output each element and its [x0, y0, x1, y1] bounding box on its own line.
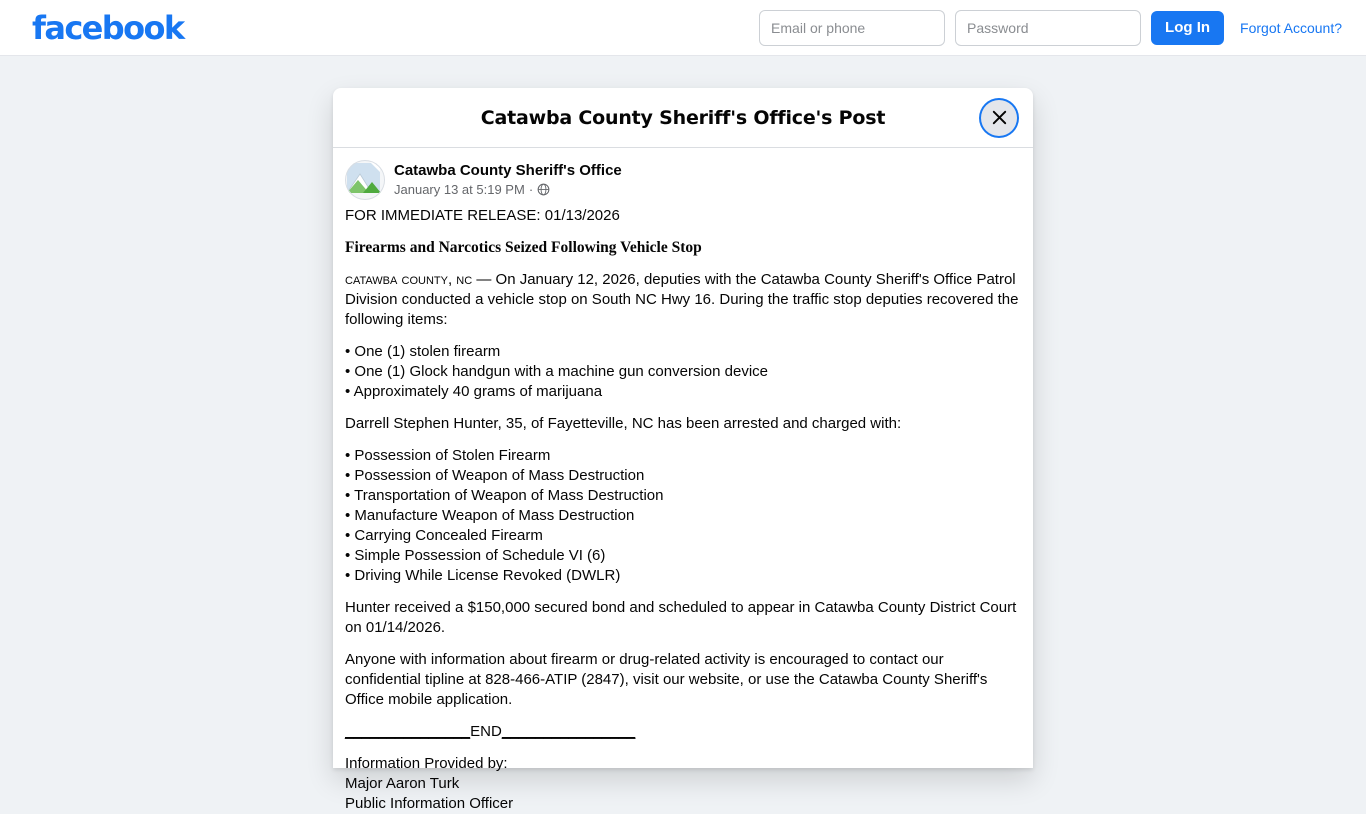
dateline-location: catawba county, nc: [345, 271, 473, 288]
dialog-header: [333, 88, 1033, 148]
image-placeholder-icon: [345, 160, 385, 200]
charge-intro: Darrell Stephen Hunter, 35, of Fayetteville, NC has been arrested and charged with:: [345, 415, 902, 432]
list-item: • Driving While License Revoked (DWLR): [345, 566, 1021, 586]
end-divider-word: END: [470, 723, 502, 740]
dialog-title: Catawba County Sheriff's Office's Post: [480, 106, 886, 129]
top-login-bar: [0, 0, 1366, 56]
list-item: • Possession of Stolen Firearm: [345, 446, 1021, 466]
post-timestamp[interactable]: January 13 at 5:19 PM: [394, 182, 525, 197]
info-provider-name: Major Aaron Turk: [345, 775, 460, 792]
list-item: • Simple Possession of Schedule VI (6): [345, 546, 1021, 566]
post-author-name[interactable]: Catawba County Sheriff's Office: [394, 162, 622, 179]
post-dialog: [333, 88, 1033, 812]
avatar[interactable]: [345, 160, 385, 200]
log-in-button[interactable]: Log In: [1151, 11, 1224, 45]
list-item: • Possession of Weapon of Mass Destruction: [345, 466, 1021, 486]
list-item: • Carrying Concealed Firearm: [345, 526, 1021, 546]
list-item: • Manufacture Weapon of Mass Destruction: [345, 506, 1021, 526]
tipline-paragraph: Anyone with information about firearm or drug-related activity is encouraged to contact our confidential tipline at 828-466-ATIP (2847), visit our website, or use the Catawba County Sheriff's Office mobile application.: [345, 651, 988, 708]
bond-paragraph: Hunter received a $150,000 secured bond and scheduled to appear in Catawba County District Court on 01/14/2026.: [345, 599, 1017, 636]
list-item: • One (1) stolen firearm: [345, 342, 1021, 362]
facebook-logo[interactable]: facebook: [32, 8, 184, 47]
info-provided-label: Information Provided by:: [345, 755, 508, 772]
release-line: FOR IMMEDIATE RELEASE: 01/13/2026: [345, 207, 620, 224]
globe-icon[interactable]: [537, 183, 550, 196]
end-divider-left: _______________: [345, 723, 471, 740]
end-divider: [345, 722, 1021, 742]
dateline-paragraph: [345, 270, 1021, 330]
dialog-body: [333, 148, 1033, 814]
post-submeta: [394, 181, 622, 198]
list-item: • Approximately 40 grams of marijuana: [345, 382, 1021, 402]
close-icon: [991, 109, 1008, 126]
post-meta: [394, 160, 622, 198]
close-button[interactable]: [981, 100, 1017, 136]
meta-separator: ·: [528, 182, 534, 197]
post-body-text: [333, 206, 1033, 814]
list-item: • Transportation of Weapon of Mass Destruction: [345, 486, 1021, 506]
login-controls: [759, 10, 1342, 46]
password-input[interactable]: [955, 10, 1141, 46]
charges-list: [345, 446, 1021, 586]
post-header: [333, 160, 1033, 206]
page-backdrop: [0, 56, 1366, 812]
forgot-account-link[interactable]: Forgot Account?: [1240, 19, 1342, 36]
signature-block: [345, 754, 1021, 814]
post-headline: Firearms and Narcotics Seized Following Vehicle Stop: [345, 239, 702, 256]
info-provider-role: Public Information Officer: [345, 795, 514, 812]
list-item: • One (1) Glock handgun with a machine gun conversion device: [345, 362, 1021, 382]
email-or-phone-input[interactable]: [759, 10, 945, 46]
end-divider-right: ________________: [501, 723, 636, 740]
seized-items-list: [345, 342, 1021, 402]
dateline-body: — On January 12, 2026, deputies with the Catawba County Sheriff's Office Patrol Division conducted a vehicle stop on South NC Hwy 16. During the traffic stop deputies recovered the following items:: [345, 271, 1019, 328]
